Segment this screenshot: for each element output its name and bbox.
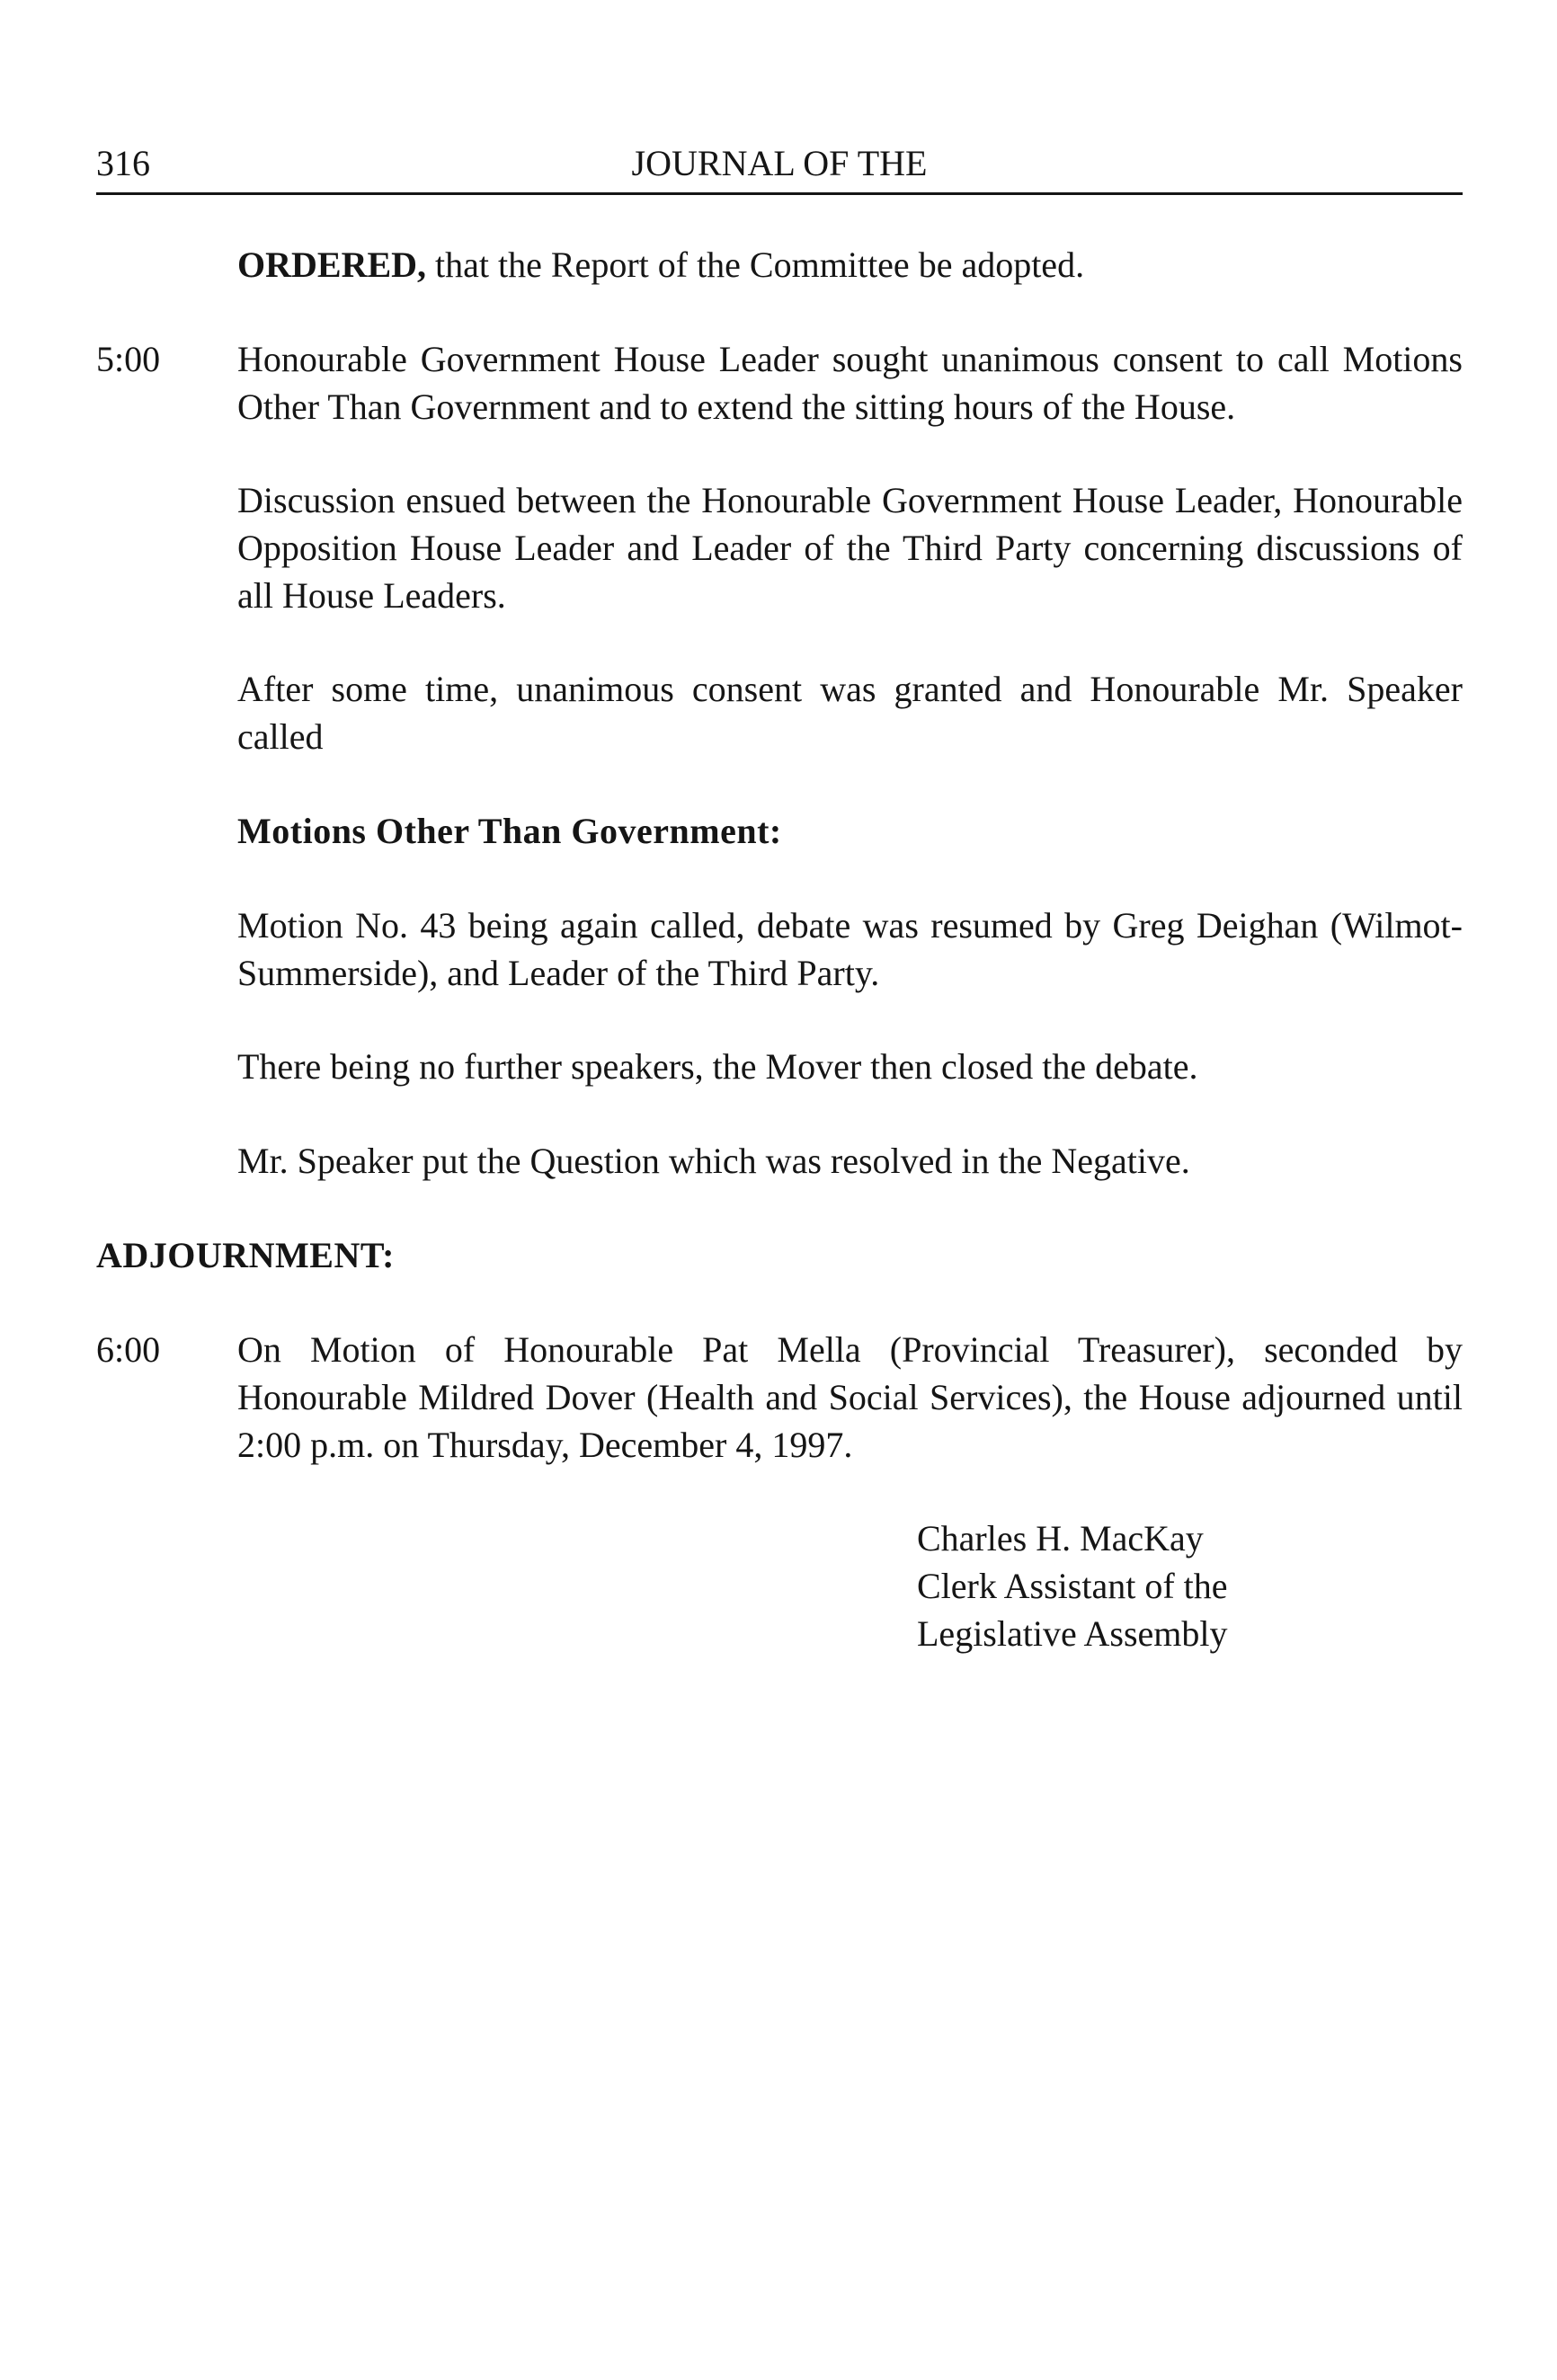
time-stamp-500: 5:00	[96, 339, 161, 379]
ordered-label: ORDERED,	[237, 244, 427, 285]
question-paragraph: Mr. Speaker put the Question which was resolved in the Negative.	[237, 1141, 1190, 1181]
motion-43-paragraph: Motion No. 43 being again called, debate was resumed by Greg Deighan (Wilmot-Summerside), and Leader of the Third Party.	[237, 905, 1463, 993]
consent-granted-paragraph: After some time, unanimous consent was granted and Honourable Mr. Speaker called	[237, 669, 1463, 757]
ordered-paragraph	[237, 241, 1463, 289]
signature-title-line1: Clerk Assistant of the	[917, 1566, 1228, 1606]
consent-request-paragraph: Honourable Government House Leader sought unanimous consent to call Motions Other Than Government and to extend the sitting hours of the House.	[237, 339, 1463, 427]
no-further-speakers-paragraph: There being no further speakers, the Mover then closed the debate.	[237, 1046, 1198, 1087]
running-head: JOURNAL OF THE	[631, 143, 928, 183]
header-rule	[96, 192, 1463, 195]
motions-heading: Motions Other Than Government:	[237, 811, 782, 851]
signature-block	[917, 1514, 1456, 1657]
adjournment-paragraph: On Motion of Honourable Pat Mella (Provincial Treasurer), seconded by Honourable Mildred Dover (Health and Social Services), the House adjourned until 2:00 p.m. on Thursday, December 4, 1997.	[237, 1329, 1463, 1465]
signature-name: Charles H. MacKay	[917, 1518, 1204, 1559]
time-stamp-600: 6:00	[96, 1329, 161, 1370]
discussion-paragraph: Discussion ensued between the Honourable Government House Leader, Honourable Opposition House Leader and Leader of the Third Party concerning discussions of all House Leaders.	[237, 480, 1463, 616]
page-header	[96, 142, 1463, 185]
signature-title-line2: Legislative Assembly	[917, 1613, 1228, 1654]
page-number: 316	[96, 143, 150, 183]
adjournment-heading: ADJOURNMENT:	[96, 1235, 395, 1275]
ordered-text: that the Report of the Committee be adopted.	[426, 244, 1085, 285]
